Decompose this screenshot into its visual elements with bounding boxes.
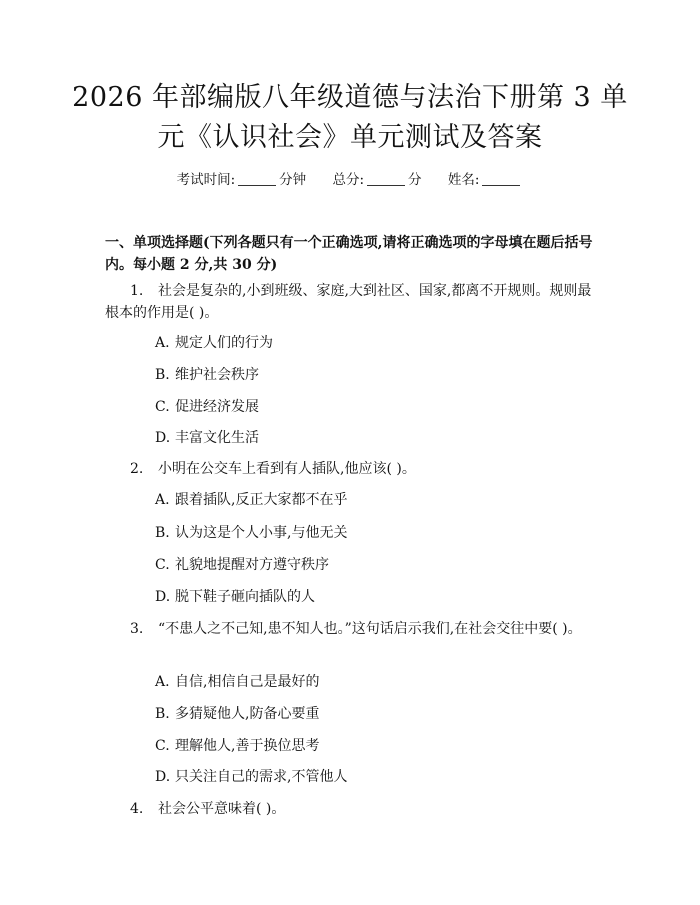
question-number: 3. [130,621,144,637]
title-line-1: 2026 年部编版八年级道德与法治下册第 3 单 [72,82,628,113]
score-blank [367,172,405,186]
option-1a: A. 规定人们的行为 [155,335,273,351]
question-text: 社会公平意味着( )。 [158,801,286,817]
option-3c: C. 理解他人,善于换位思考 [155,738,320,754]
time-unit: 分钟 [279,172,307,188]
score-label: 总分: [332,172,365,188]
exam-meta [0,171,700,189]
title-line-2: 元《认识社会》单元测试及答案 [157,122,543,153]
option-1d: D. 丰富文化生活 [155,430,259,446]
question-text: “不患人之不己知,患不知人也。”这句话启示我们,在社会交往中要( )。 [158,621,582,637]
time-blank [238,172,276,186]
option-2a: A. 跟着插队,反正大家都不在乎 [155,492,348,508]
score-unit: 分 [408,172,422,188]
time-label: 考试时间: [176,172,236,188]
question-4 [105,798,597,820]
option-2b: B. 认为这是个人小事,与他无关 [155,525,348,541]
option-2c: C. 礼貌地提醒对方遵守秩序 [155,557,329,573]
question-number: 2. [130,461,144,477]
option-3b: B. 多猜疑他人,防备心要重 [155,706,320,722]
question-2 [105,458,597,480]
option-3d: D. 只关注自己的需求,不管他人 [155,769,348,785]
section-heading: 一、单项选择题(下列各题只有一个正确选项,请将正确选项的字母填在题后括号内。每小题 2 分,共 30 分) [105,235,593,273]
name-label: 姓名: [447,172,480,188]
question-1 [105,280,597,324]
option-1b: B. 维护社会秩序 [155,367,259,383]
option-3a: A. 自信,相信自己是最好的 [155,674,320,690]
question-text: 小明在公交车上看到有人插队,他应该( )。 [158,461,416,477]
question-text: 社会是复杂的,小到班级、家庭,大到社区、国家,都离不开规则。规则最根本的作用是( )。 [105,283,592,321]
name-blank [482,172,520,186]
page-title [60,78,640,158]
question-3 [105,618,597,640]
option-1c: C. 促进经济发展 [155,399,259,415]
option-2d: D. 脱下鞋子砸向插队的人 [155,589,315,605]
question-number: 1. [130,283,144,299]
question-number: 4. [130,801,144,817]
